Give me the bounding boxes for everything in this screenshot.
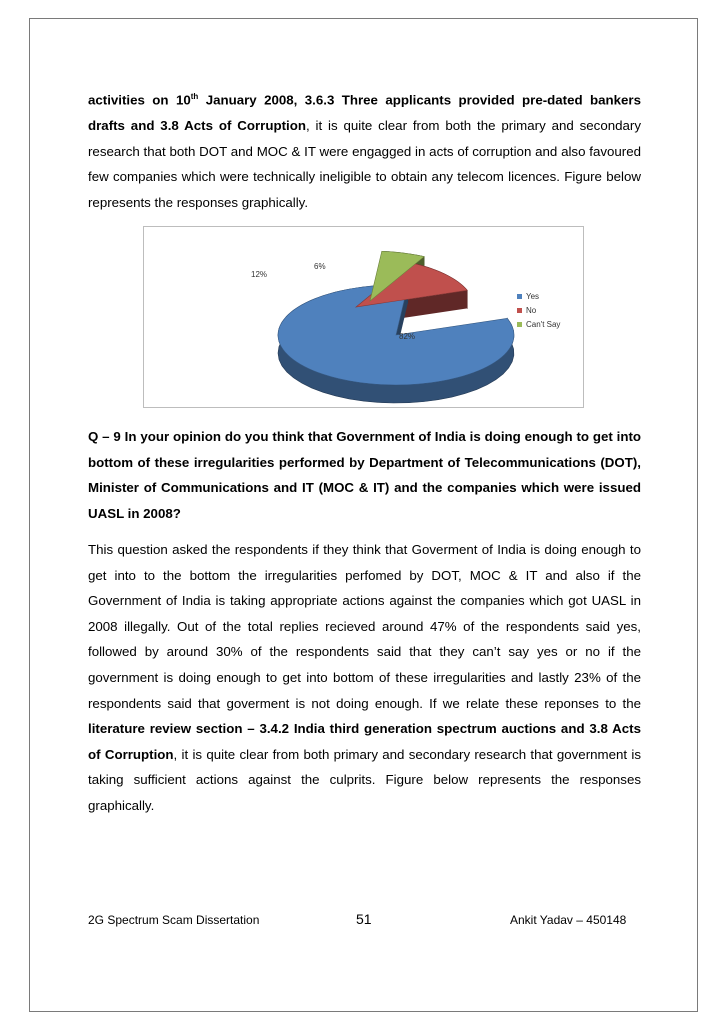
data-label-can-t-say: 6%: [314, 262, 326, 271]
legend-swatch-can-t-say: [517, 322, 522, 327]
legend-label-yes: Yes: [526, 292, 540, 301]
bold-ref-2: January 2008, 3.6.3 Three applicants provided pre-dated bankers drafts and 3.8 Acts of Corruption: [88, 92, 642, 134]
paragraph-text-end: , it is quite clear from both primary and secondary research that government is taking sufficient actions against the culprits. Figure below represents the responses graphically.: [88, 746, 641, 813]
legend-label-can-t-say: Can't Say: [526, 320, 561, 329]
legend-swatch-yes: [517, 294, 522, 299]
bold-ref-3: literature review section – 3.4.2 India third generation spectrum auctions and 3.8 Acts of Corruption: [88, 721, 641, 762]
data-label-no: 12%: [251, 270, 268, 279]
paragraph-q9-analysis: [88, 537, 641, 819]
paragraph-text: , it is quite clear from both the primary and secondary research that both DOT and MOC & IT were engagged in acts of corruption and also favoured few companies which were technically ineligible to obtain any telecom licences. Figure below represents the responses graphically.: [88, 118, 641, 210]
pie-chart: [143, 226, 584, 408]
paragraph-q8-analysis: [88, 84, 641, 215]
legend-label-no: No: [526, 306, 537, 315]
pie-chart-canvas: [144, 227, 585, 409]
footer-author: Ankit Yadav – 450148: [510, 913, 627, 927]
data-label-yes: 82%: [399, 332, 416, 341]
legend-swatch-no: [517, 308, 522, 313]
paragraph-text: This question asked the respondents if they think that Goverment of India is doing enough to get into to the bottom the irregularities perfomed by DOT, MOC & IT and also if the Government of India is taking appropriate actions against the companies which got UASL in 2008 illegally. Out of the total replies recieved around 47% of the respondents said yes, followed by around 30% of the respondents said that they can’t say yes or no if the government is doing enough to get into bottom of these irregularities and lastly 23% of the respondents said that goverment is not doing enough. If we relate these reponses to the: [88, 542, 641, 711]
question-9-heading: Q – 9 In your opinion do you think that Government of India is doing enough to get into bottom of these irregularities performed by Department of Telecommunications (DOT), Minister of Communications and IT (MOC & IT) and the companies which were issued UASL in 2008?: [88, 429, 641, 521]
footer-title: 2G Spectrum Scam Dissertation: [88, 913, 260, 927]
footer-page-number: 51: [356, 911, 372, 927]
superscript-th: th: [190, 92, 199, 101]
bold-ref-1: activities on 10: [88, 92, 191, 108]
